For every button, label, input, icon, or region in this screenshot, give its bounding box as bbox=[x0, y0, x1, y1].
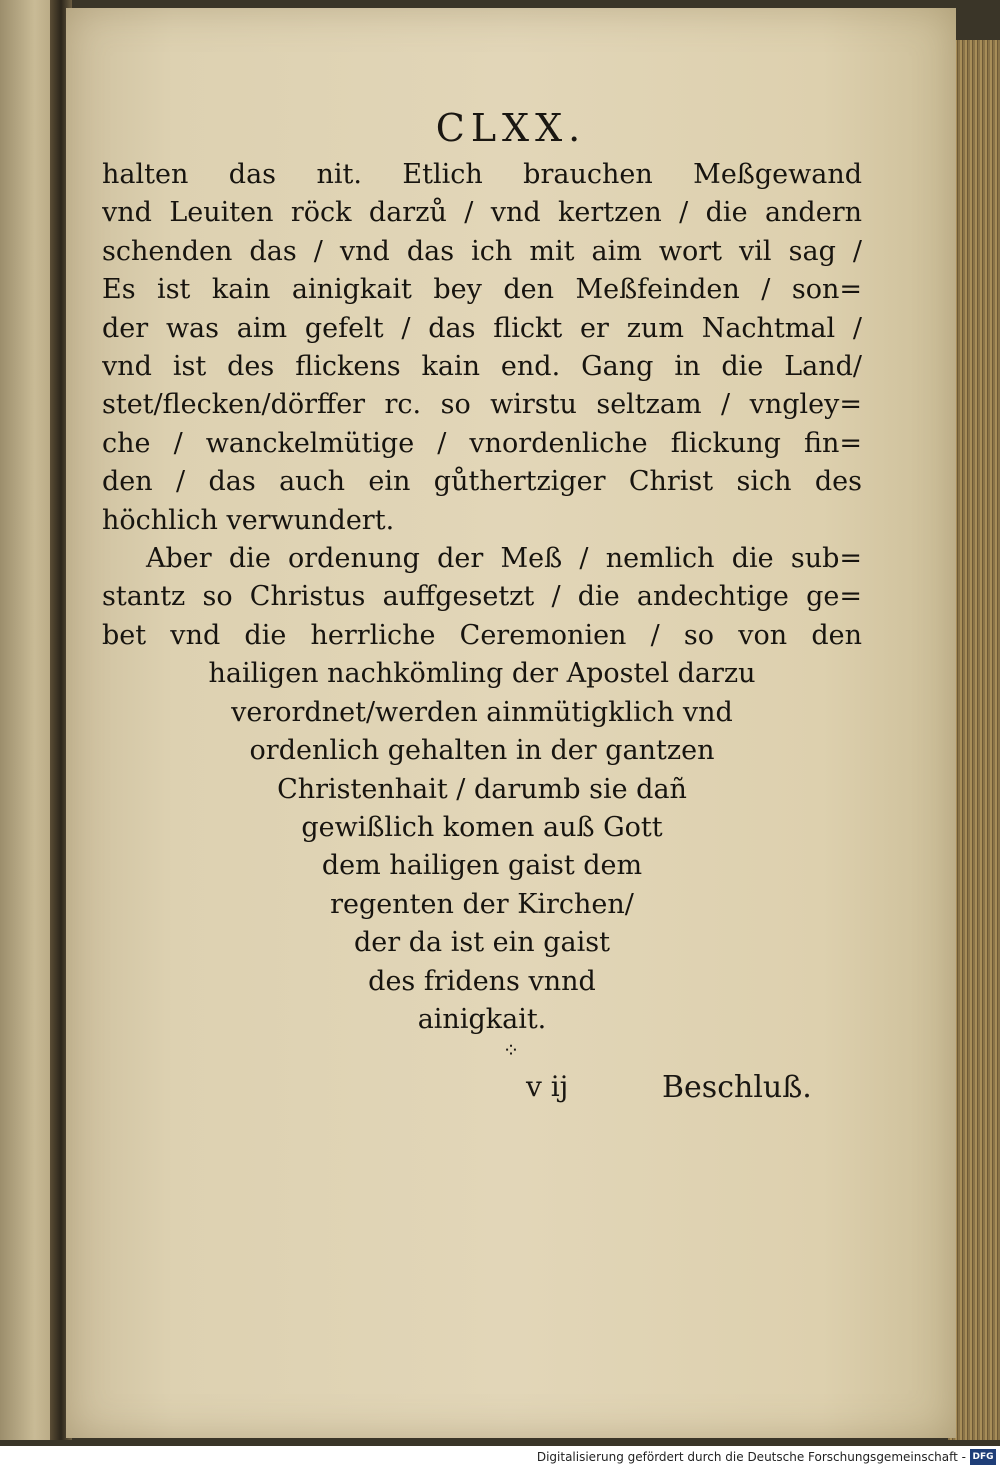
text-line: verordnet/werden ainmütigklich vnd bbox=[231, 696, 733, 728]
text-line: hailigen nachkömling der Apostel darzu bbox=[208, 658, 756, 690]
text-line: stantz so Christus auffgesetzt / die andechtige ge= bbox=[102, 581, 862, 613]
text-line: Aber die ordenung der Meß / nemlich die sub= bbox=[146, 543, 862, 575]
text-line: des fridens vnnd bbox=[368, 965, 596, 997]
text-line: bet vnd die herrliche Ceremonien / so von den bbox=[102, 619, 862, 651]
text-line: Es ist kain ainigkait bey den Meßfeinden / son= bbox=[102, 274, 862, 306]
text-line: regenten der Kirchen/ bbox=[330, 888, 634, 920]
signature-mark: v ij bbox=[526, 1070, 569, 1103]
text-line: halten das nit. Etlich brauchen Meßgewand bbox=[102, 159, 862, 190]
catchword: Beschluß. bbox=[662, 1070, 812, 1105]
text-line: dem hailigen gaist dem bbox=[321, 850, 643, 882]
footer-credit: Digitalisierung gefördert durch die Deutsche Forschungsgemeinschaft - bbox=[536, 1450, 966, 1464]
folio-number: CLXX. bbox=[435, 106, 587, 150]
fleuron-ornament: ⁘ bbox=[502, 1038, 520, 1062]
text-line: der was aim gefelt / das flickt er zum Nachtmal / bbox=[102, 312, 862, 344]
text-line: gewißlich komen auß Gott bbox=[301, 811, 663, 843]
text-line: ainigkait. bbox=[417, 1003, 547, 1035]
text-line: ordenlich gehalten in der gantzen bbox=[249, 735, 715, 767]
text-line: höchlich verwundert. bbox=[102, 504, 395, 536]
text-line: den / das auch ein gůthertziger Christ sich des bbox=[102, 466, 862, 498]
page-body-text bbox=[102, 156, 862, 1039]
text-line: vnd Leuiten röck darzů / vnd kertzen / die andern bbox=[102, 197, 862, 229]
text-line: vnd ist des flickens kain end. Gang in die Land/ bbox=[102, 351, 862, 383]
dfg-logo: DFG bbox=[970, 1449, 996, 1465]
text-line: der da ist ein gaist bbox=[354, 927, 610, 959]
text-line: stet/flecken/dörffer rc. so wirstu seltzam / vngley= bbox=[102, 389, 862, 421]
text-line: Christenhait / darumb sie dañ bbox=[277, 773, 687, 805]
text-line: che / wanckelmütige / vnordenliche flickung fin= bbox=[102, 427, 862, 459]
printed-page bbox=[66, 8, 956, 1438]
text-line: schenden das / vnd das ich mit aim wort vil sag / bbox=[102, 235, 862, 267]
digitization-footer bbox=[0, 1446, 1000, 1470]
